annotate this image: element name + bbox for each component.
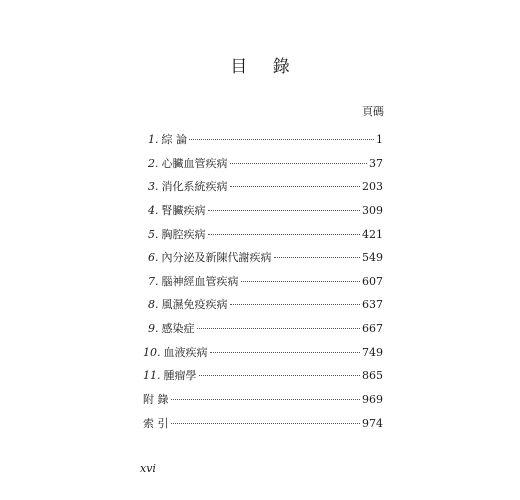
toc-entry-number: 9. xyxy=(148,322,159,335)
toc-entry-page: 37 xyxy=(369,157,383,170)
toc-entry-number: 8. xyxy=(148,298,159,311)
toc-entry-title: 索 引 xyxy=(143,417,169,430)
toc-entry-number: 11. xyxy=(143,369,161,382)
toc-entry-page: 749 xyxy=(362,346,383,359)
toc-entry-title: 附 錄 xyxy=(143,393,169,406)
toc-entry-number: 4. xyxy=(148,204,159,217)
toc-entry-page: 549 xyxy=(362,251,383,264)
dot-leader xyxy=(208,234,361,235)
toc-entry-title: 綜 論 xyxy=(161,133,187,146)
toc-entry-3[interactable] xyxy=(148,178,383,196)
toc-entry-page: 969 xyxy=(362,393,383,406)
toc-entry-1[interactable] xyxy=(148,131,383,149)
toc-entry-number: 7. xyxy=(148,275,159,288)
toc-entry-title: 血液疾病 xyxy=(163,346,208,359)
toc-entry-page: 309 xyxy=(362,204,383,217)
dot-leader xyxy=(210,352,361,353)
toc-entry-title: 腫瘤學 xyxy=(163,369,197,382)
dot-leader xyxy=(171,399,361,400)
dot-leader xyxy=(171,423,361,424)
toc-entry-page: 1 xyxy=(376,133,383,146)
dot-leader xyxy=(230,163,368,164)
toc-entry-page: 637 xyxy=(362,298,383,311)
toc-entry-page: 865 xyxy=(362,369,383,382)
toc-entry-8[interactable] xyxy=(148,296,383,314)
dot-leader xyxy=(197,328,361,329)
toc-entry-title: 風濕免疫疾病 xyxy=(161,298,228,311)
page-number-folio: xvi xyxy=(140,462,156,475)
toc-entry-2[interactable] xyxy=(148,155,383,173)
toc-entry-title: 感染症 xyxy=(161,322,195,335)
toc-entry-title: 腦神經血管疾病 xyxy=(161,275,239,288)
dot-leader xyxy=(199,375,361,376)
toc-entry-title: 胸腔疾病 xyxy=(161,228,206,241)
toc-entry-page: 607 xyxy=(362,275,383,288)
toc-entry-4[interactable] xyxy=(148,202,383,220)
toc-entry-index[interactable] xyxy=(143,415,383,433)
toc-entry-number: 2. xyxy=(148,157,159,170)
toc-entry-number: 3. xyxy=(148,180,159,193)
toc-entry-number: 6. xyxy=(148,251,159,264)
dot-leader xyxy=(208,210,361,211)
dot-leader xyxy=(241,281,361,282)
dot-leader xyxy=(189,139,374,140)
dot-leader xyxy=(230,304,361,305)
dot-leader xyxy=(230,186,361,187)
toc-entry-11[interactable] xyxy=(143,367,383,385)
toc-entry-page: 667 xyxy=(362,322,383,335)
page-title: 目 錄 xyxy=(230,57,300,77)
toc-entry-appendix[interactable] xyxy=(143,391,383,409)
toc-entry-5[interactable] xyxy=(148,226,383,244)
toc-entry-page: 974 xyxy=(362,417,383,430)
toc-entry-6[interactable] xyxy=(148,249,383,267)
toc-entry-page: 203 xyxy=(362,180,383,193)
toc-entry-title: 心臟血管疾病 xyxy=(161,157,228,170)
toc-entry-number: 10. xyxy=(143,346,161,359)
dot-leader xyxy=(274,257,361,258)
toc-entry-number: 1. xyxy=(148,133,159,146)
toc-entry-number: 5. xyxy=(148,228,159,241)
toc-entry-page: 421 xyxy=(362,228,383,241)
toc-entry-9[interactable] xyxy=(148,320,383,338)
page-column-label: 頁碼 xyxy=(362,105,384,118)
toc-entry-10[interactable] xyxy=(143,344,383,362)
toc-entry-7[interactable] xyxy=(148,273,383,291)
toc-entry-title: 內分泌及新陳代謝疾病 xyxy=(161,251,272,264)
toc-entry-title: 腎臟疾病 xyxy=(161,204,206,217)
toc-entry-title: 消化系統疾病 xyxy=(161,180,228,193)
